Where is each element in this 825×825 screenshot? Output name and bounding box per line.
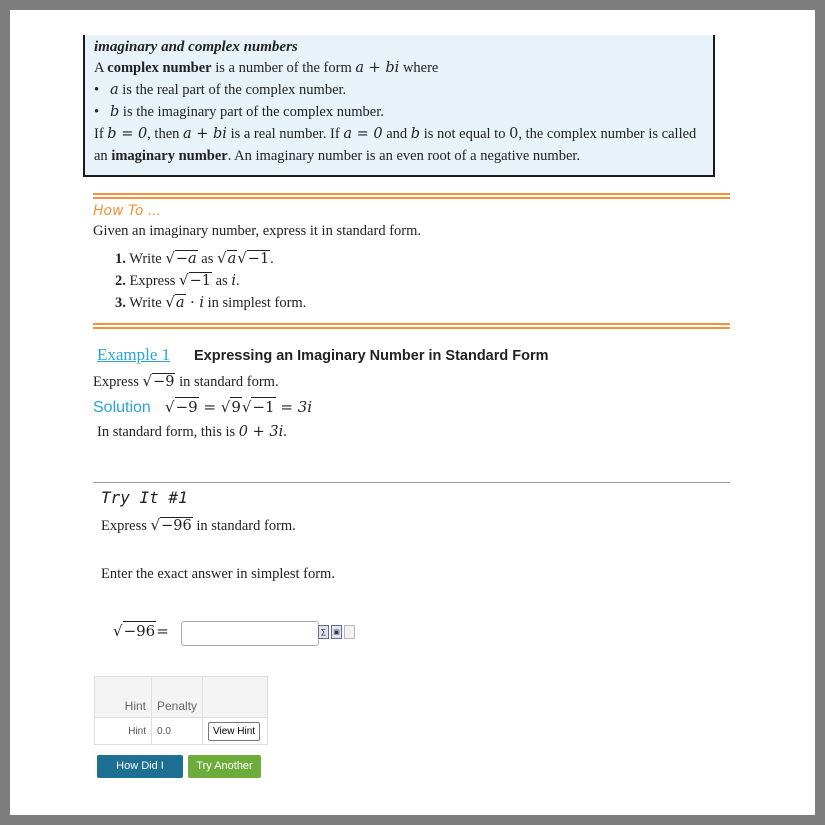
- answer-tools: [318, 625, 355, 639]
- text: , then: [147, 126, 184, 142]
- text: , the complex number is called an: [94, 126, 697, 164]
- howto-step: 2. Express √−1 as i.: [115, 270, 306, 292]
- radical: √−9: [142, 372, 175, 390]
- radicand: a: [227, 251, 237, 267]
- radicand: −1: [189, 273, 211, 289]
- step-number: 3.: [115, 295, 126, 311]
- column-header-penalty: Penalty: [152, 677, 203, 718]
- how-did-i-do-button[interactable]: How Did I Do?: [97, 755, 183, 778]
- math: i: [231, 273, 236, 289]
- radicand: −1: [252, 398, 275, 416]
- text: is a real number. If: [226, 126, 344, 142]
- howto-title: How To ...: [93, 203, 162, 219]
- answer-input[interactable]: [181, 621, 319, 646]
- answer-prompt: [113, 622, 169, 640]
- text: where: [399, 60, 439, 76]
- radicand: −96: [161, 518, 192, 534]
- solution-result: [97, 424, 287, 441]
- section-divider: [93, 193, 730, 199]
- definition-paragraph: [94, 123, 704, 167]
- math: b: [110, 104, 120, 120]
- radicand: 9: [231, 398, 241, 416]
- text: is the real part of the complex number.: [118, 82, 347, 98]
- math: =: [198, 398, 221, 416]
- radical: √−1: [241, 398, 275, 416]
- math: = 3i: [275, 398, 313, 416]
- math: a + bi: [183, 126, 227, 142]
- term-imaginary-number: imaginary number: [111, 148, 228, 164]
- radical: √−a: [165, 249, 197, 267]
- text: is not equal to: [420, 126, 510, 142]
- math: a + bi: [355, 60, 400, 76]
- view-hint-button[interactable]: View Hint: [208, 722, 260, 741]
- radical: √−1: [237, 249, 270, 267]
- tryit-instruction: Enter the exact answer in simplest form.: [101, 566, 335, 582]
- text: In standard form, this is: [97, 424, 239, 440]
- example-heading: Expressing an Imaginary Number in Standard Form: [194, 348, 549, 364]
- radicand: −9: [175, 398, 198, 416]
- radicand: a: [175, 295, 185, 311]
- text: as: [197, 251, 218, 267]
- solution-label: Solution: [93, 399, 151, 416]
- text: is the imaginary part of the complex number.: [119, 104, 384, 120]
- text: in standard form.: [192, 518, 296, 534]
- text: Express: [93, 374, 143, 390]
- definition-box: [83, 35, 715, 177]
- list-item: [108, 101, 704, 123]
- math-entry-icon[interactable]: ∑: [318, 625, 329, 639]
- text: as: [211, 273, 232, 289]
- radicand: −9: [153, 374, 175, 390]
- example-label-link[interactable]: Example 1: [97, 345, 171, 364]
- radical: √−96: [113, 622, 156, 640]
- radical: √a: [165, 293, 185, 311]
- radicand: −96: [123, 622, 156, 640]
- text: Write: [129, 251, 166, 267]
- text: Write: [129, 295, 166, 311]
- howto-step: [115, 292, 306, 314]
- math: b: [410, 126, 421, 142]
- page: [10, 10, 815, 815]
- divider: [93, 482, 730, 483]
- column-header-action: [203, 677, 268, 718]
- try-another-button[interactable]: Try Another: [188, 755, 261, 778]
- howto-step: 1. Write √−a as √a√−1.: [115, 248, 306, 270]
- math: · i: [185, 295, 204, 311]
- math: b = 0: [107, 126, 148, 142]
- text: in standard form.: [175, 374, 279, 390]
- action-cell: [203, 718, 268, 745]
- radical: √−96: [150, 516, 192, 534]
- section-divider: [93, 323, 730, 329]
- text: If: [94, 126, 108, 142]
- definition-title: imaginary and complex numbers: [94, 39, 298, 55]
- text: is a number of the form: [211, 60, 356, 76]
- math: 0: [509, 126, 519, 142]
- radical: √−9: [165, 398, 198, 416]
- step-number: 1.: [115, 251, 126, 267]
- radical: √9: [220, 398, 241, 416]
- howto-intro: Given an imaginary number, express it in standard form.: [93, 223, 421, 239]
- table-header-row: [95, 677, 268, 718]
- penalty-cell: 0.0: [152, 718, 203, 745]
- definition-line: [94, 57, 704, 79]
- text: .: [283, 424, 287, 440]
- hints-table: [94, 676, 268, 745]
- radicand: −a: [175, 251, 197, 267]
- column-header-hint: Hint: [95, 677, 152, 718]
- radical: √−1: [179, 271, 211, 289]
- math: a = 0: [343, 126, 383, 142]
- hint-cell: Hint: [95, 718, 152, 745]
- radical: √a: [217, 249, 237, 267]
- text: . An imaginary number is an even root of a negative number.: [227, 148, 581, 164]
- math: =: [156, 622, 169, 640]
- solution-math: [165, 398, 312, 416]
- tryit-title: Try It #1: [101, 488, 188, 507]
- text: Express: [101, 518, 151, 534]
- document-icon[interactable]: [344, 625, 355, 639]
- step-number: 2.: [115, 273, 126, 289]
- howto-steps: [115, 248, 306, 314]
- table-row: [95, 718, 268, 745]
- definition-bullets: [94, 79, 704, 123]
- text: and: [382, 126, 411, 142]
- preview-icon[interactable]: ▣: [331, 625, 342, 639]
- term-complex-number: complex number: [107, 60, 212, 76]
- text: in simplest form.: [204, 295, 307, 311]
- math: a: [110, 82, 119, 98]
- tryit-task: [101, 516, 296, 535]
- text: A: [94, 60, 108, 76]
- text: Express: [129, 273, 180, 289]
- list-item: [108, 79, 704, 101]
- example-task: [93, 372, 279, 391]
- math: 0 + 3i: [238, 424, 284, 440]
- radicand: −1: [247, 251, 270, 267]
